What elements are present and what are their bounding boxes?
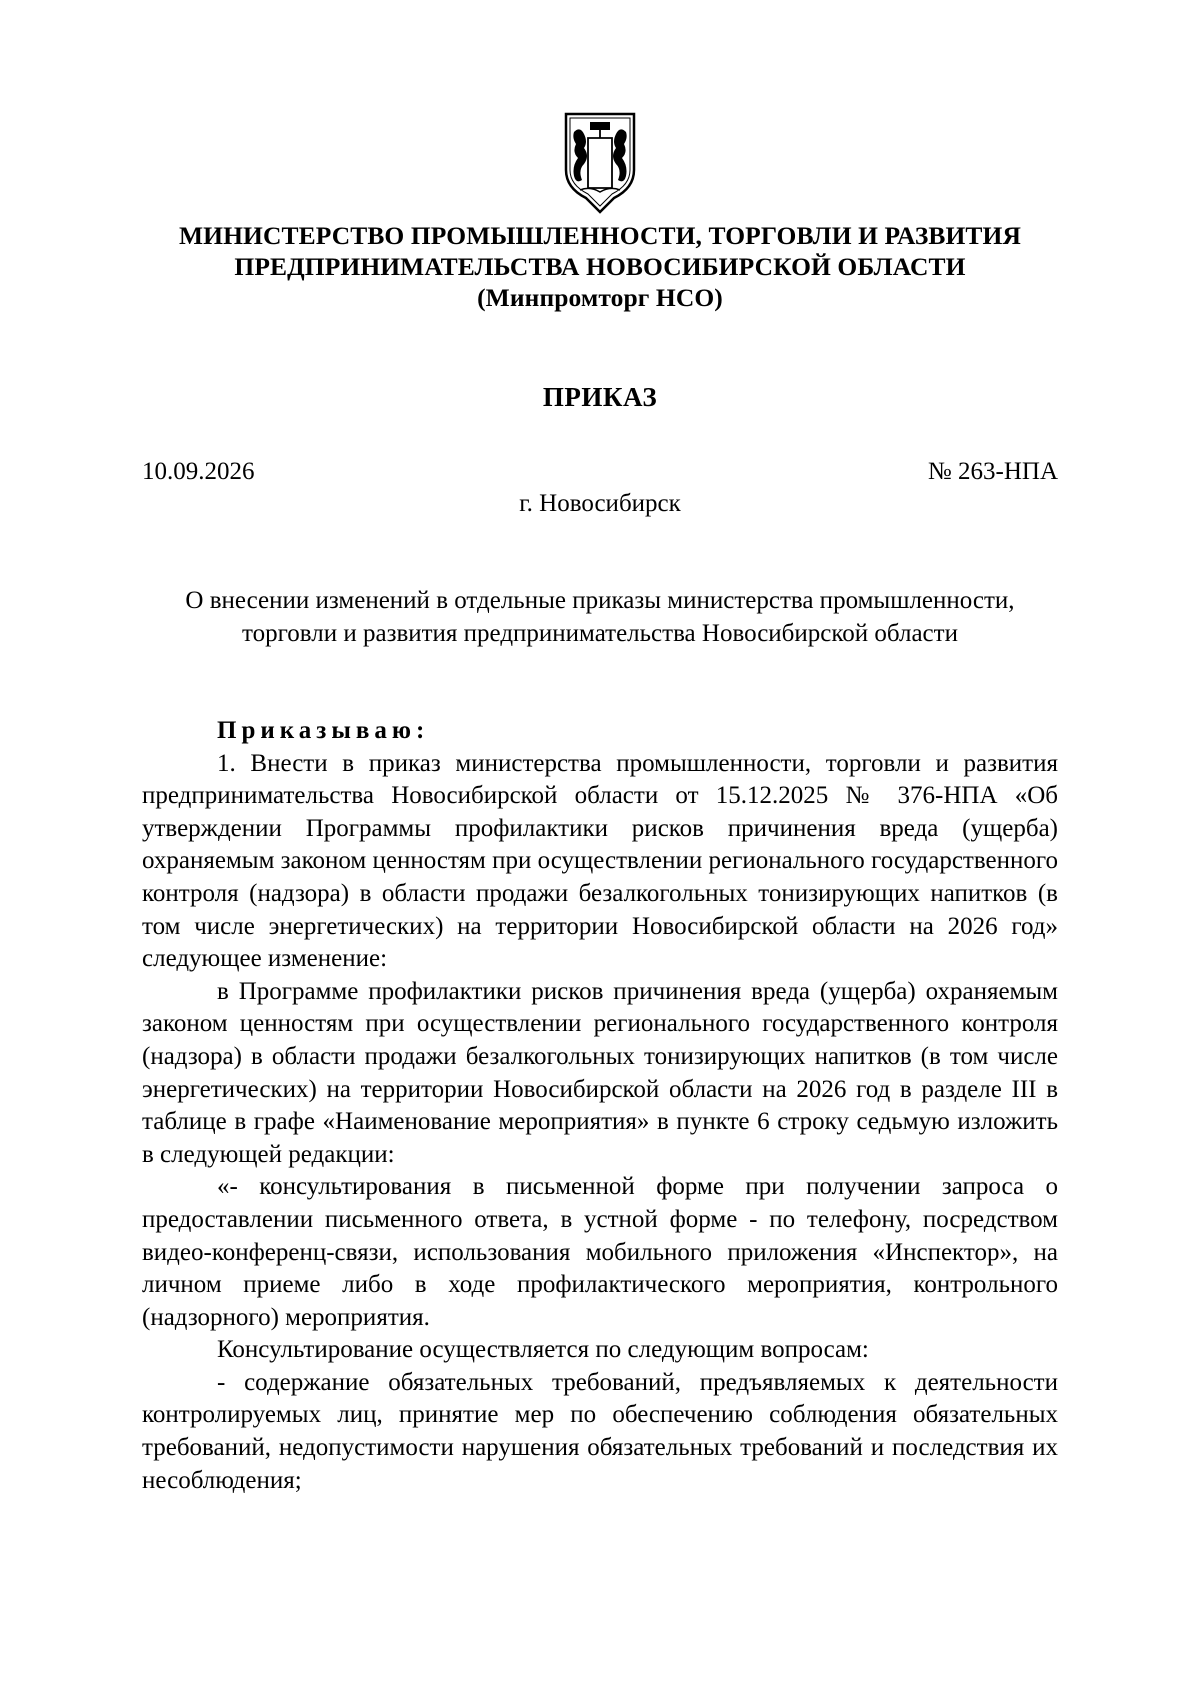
document-type-title: ПРИКАЗ (542, 382, 658, 412)
document-city: г. Новосибирск (519, 490, 681, 517)
document-subject (142, 584, 1058, 650)
subject-line-1: О внесении изменений в отдельные приказы министерства промышленности, (185, 587, 1015, 614)
body-paragraph: - содержание обязательных требований, предъявляемых к деятельности контролируемых лиц, принятие мер по обеспечению соблюдения обязательных требований, недопустимости нарушения обязательных требований и последствия их несоблюдения; (142, 1368, 1058, 1494)
ministry-name-line-1: МИНИСТЕРСТВО ПРОМЫШЛЕННОСТИ, ТОРГОВЛИ И РАЗВИТИЯ (179, 221, 1021, 250)
body-paragraph: в Программе профилактики рисков причинения вреда (ущерба) охраняемым законом ценностям при осуществлении регионального государственного контроля (надзора) в области продажи безалкогольных тонизирующих напитков (в том числе энергетических) на территории Новосибирской области на 2026 год в разделе III в таблице в графе «Наименование мероприятия» в пункте 6 строку седьмую изложить в следующей редакции: (142, 977, 1058, 1168)
body-paragraph: Консультирование осуществляется по следующим вопросам: (217, 1336, 869, 1364)
orders-heading: Приказываю: (217, 717, 430, 744)
body-paragraph: «- консультирования в письменной форме при получении запроса о предоставлении письменного ответа, в устной форме - по телефону, посредством видео-конференц-связи, использования мобильного приложения «Инспектор», на личном приеме либо в ходе профилактического мероприятия, контрольного (надзорного) мероприятия. (142, 1173, 1058, 1331)
ministry-header (142, 220, 1058, 313)
ministry-name-line-2: ПРЕДПРИНИМАТЕЛЬСТВА НОВОСИБИРСКОЙ ОБЛАСТИ (234, 252, 966, 281)
subject-line-2: торговли и развития предпринимательства Новосибирской области (242, 620, 958, 647)
document-body (142, 715, 1058, 1497)
body-paragraph: 1. Внести в приказ министерства промышленности, торговли и развития предпринимательства Новосибирской области от 15.12.2025 № 376-НПА «Об утверждении Программы профилактики рисков причинения вреда (ущерба) охраняемым законом ценностям при осуществлении регионального государственного контроля (надзора) в области продажи безалкогольных тонизирующих напитков (в том числе энергетических) на территории Новосибирской области на 2026 год» следующее изменение: (142, 749, 1058, 973)
ministry-short-name: (Минпромторг НСО) (477, 283, 723, 312)
document-date: 10.09.2026 (142, 458, 255, 485)
document-number: № 263-НПА (927, 458, 1058, 485)
coat-of-arms-icon (550, 108, 650, 218)
